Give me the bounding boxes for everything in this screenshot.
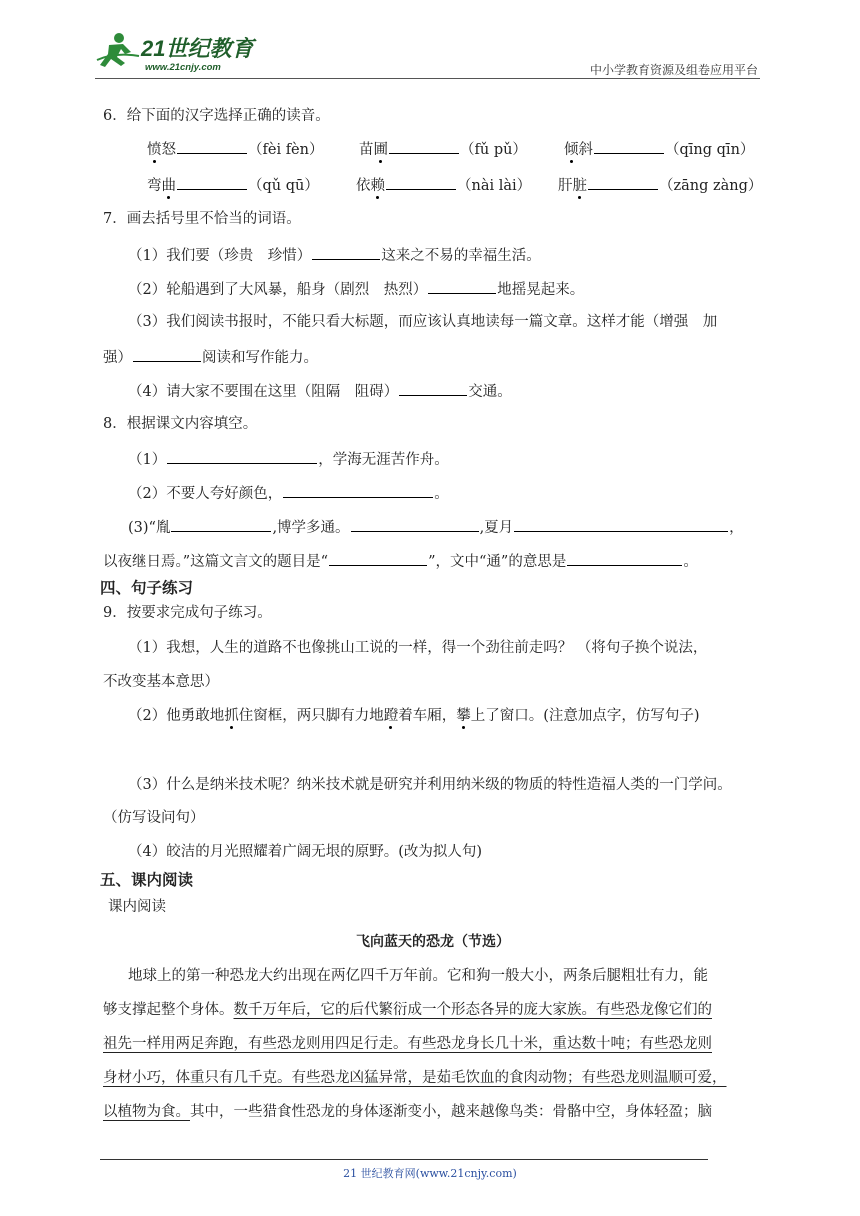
q6-item-1: 愤怒 （fèi fèn）	[147, 138, 323, 160]
q6-item-3: 倾斜 （qīng qīn）	[564, 138, 754, 160]
q6-item-5: 依赖 （nài lài）	[356, 174, 531, 196]
answer-blank[interactable]	[588, 174, 658, 190]
q6-item-2: 苗圃 （fǔ pǔ）	[359, 138, 527, 160]
q8-item-3-line2: 以夜继日焉。”这篇文言文的题目是“ ”，文中“通”的意思是 。	[103, 550, 698, 572]
header-divider	[95, 78, 760, 79]
answer-blank[interactable]	[386, 174, 456, 190]
answer-blank[interactable]	[351, 516, 479, 532]
q8-item-1: （1） ，学海无涯苦作舟。	[128, 448, 449, 470]
dotted-char: 蹬	[383, 708, 399, 724]
site-logo	[95, 30, 265, 75]
answer-blank[interactable]	[567, 550, 682, 566]
q7-item-4: （4）请大家不要围在这里（阻隔 阻碍） 交通。	[128, 380, 512, 402]
answer-blank[interactable]	[329, 550, 427, 566]
q6-title: 6．给下面的汉字选择正确的读音。	[103, 108, 330, 124]
runner-icon	[97, 33, 139, 67]
q7-item-3-line2: 强） 阅读和写作能力。	[103, 346, 318, 368]
q8-title: 8．根据课文内容填空。	[103, 416, 258, 432]
q6-item-6: 肝脏 （zāng zàng）	[558, 174, 762, 196]
answer-blank[interactable]	[167, 448, 317, 464]
answer-blank[interactable]	[594, 138, 664, 154]
section-heading-5: 五、课内阅读	[100, 871, 194, 889]
q9-item-1-line2: 不改变基本意思）	[103, 674, 219, 690]
answer-blank[interactable]	[171, 516, 271, 532]
dotted-char: 抓	[224, 708, 239, 724]
section-heading-4: 四、句子练习	[100, 579, 194, 597]
page-header	[95, 30, 760, 80]
answer-blank[interactable]	[283, 482, 433, 498]
footer-divider	[100, 1159, 708, 1160]
article-line-5: 以植物为食。其中，一些猎食性恐龙的身体逐渐变小，越来越像鸟类：骨骼中空，身体轻盈；脑	[103, 1104, 712, 1120]
q7-item-1: （1）我们要（珍贵 珍惜） 这来之不易的幸福生活。	[128, 244, 541, 266]
q8-item-2: （2）不要人夸好颜色， 。	[128, 482, 449, 504]
q8-item-3-line1: (3)“胤 ,博学多通。 ,夏月 ，	[128, 516, 744, 538]
underlined-passage: 数千万年后，它的后代繁衍成一个形态各异的庞大家族。有些恐龙像它们的	[233, 1002, 712, 1018]
answer-blank[interactable]	[428, 278, 496, 294]
footer-text[interactable]: 21 世纪教育网(www.21cnjy.com)	[343, 1167, 517, 1180]
dotted-char: 圃	[373, 142, 388, 158]
answer-blank[interactable]	[389, 138, 459, 154]
q6-item-4: 弯曲 （qǔ qū）	[147, 174, 319, 196]
logo-text: 21世纪教育	[141, 36, 254, 61]
answer-blank[interactable]	[133, 346, 201, 362]
article-line-2: 够支撑起整个身体。数千万年后，它的后代繁衍成一个形态各异的庞大家族。有些恐龙像它们的	[103, 1002, 712, 1018]
dotted-char: 曲	[161, 178, 176, 194]
platform-name: 中小学教育资源及组卷应用平台	[589, 63, 758, 77]
q9-item-3-line1: （3）什么是纳米技术呢？纳米技术就是研究并利用纳米级的物质的特性造福人类的一门学问。	[128, 777, 732, 793]
article-line-3: 祖先一样用两足奔跑，有些恐龙则用四足行走。有些恐龙身长几十米，重达数十吨；有些恐龙则	[103, 1036, 712, 1052]
q9-item-2: （2）他勇敢地抓住窗框，两只脚有力地蹬着车厢，攀上了窗口。(注意加点字，仿写句子)	[128, 708, 700, 724]
q7-item-2: （2）轮船遇到了大风暴，船身（剧烈 热烈） 地摇晃起来。	[128, 278, 584, 300]
dotted-char: 赖	[370, 178, 385, 194]
article-line-4: 身材小巧，体重只有几千克。有些恐龙凶猛异常，是茹毛饮血的食肉动物；有些恐龙则温顺可爱，	[103, 1070, 727, 1086]
dotted-char: 愤	[147, 142, 162, 158]
answer-blank[interactable]	[177, 174, 247, 190]
q9-item-4: （4）皎洁的月光照耀着广阔无垠的原野。(改为拟人句)	[128, 844, 483, 860]
article-line-1: 地球上的第一种恐龙大约出现在两亿四千万年前。它和狗一般大小，两条后腿粗壮有力，能	[128, 968, 708, 984]
answer-blank[interactable]	[399, 380, 467, 396]
dotted-char: 倾	[564, 142, 579, 158]
q9-item-3-line2: （仿写设问句）	[103, 810, 205, 826]
q7-title: 7．画去括号里不恰当的词语。	[103, 211, 301, 227]
q7-item-3-line1: （3）我们阅读书报时，不能只看大标题，而应该认真地读每一篇文章。这样才能（增强 加	[128, 314, 718, 330]
answer-blank[interactable]	[177, 138, 247, 154]
answer-blank[interactable]	[514, 516, 728, 532]
q9-item-1-line1: （1）我想，人生的道路不也像挑山工说的一样，得一个劲往前走吗？ （将句子换个说法，	[128, 640, 708, 656]
q9-title: 9．按要求完成句子练习。	[103, 605, 272, 621]
article-title: 飞向蓝天的恐龙（节选）	[356, 934, 510, 950]
logo-url: www.21cnjy.com	[145, 62, 221, 73]
section-subheading: 课内阅读	[108, 899, 166, 915]
dotted-char: 脏	[572, 178, 587, 194]
underlined-passage: 以植物为食。	[103, 1104, 190, 1120]
dotted-char: 攀	[456, 708, 471, 724]
answer-blank[interactable]	[312, 244, 380, 260]
